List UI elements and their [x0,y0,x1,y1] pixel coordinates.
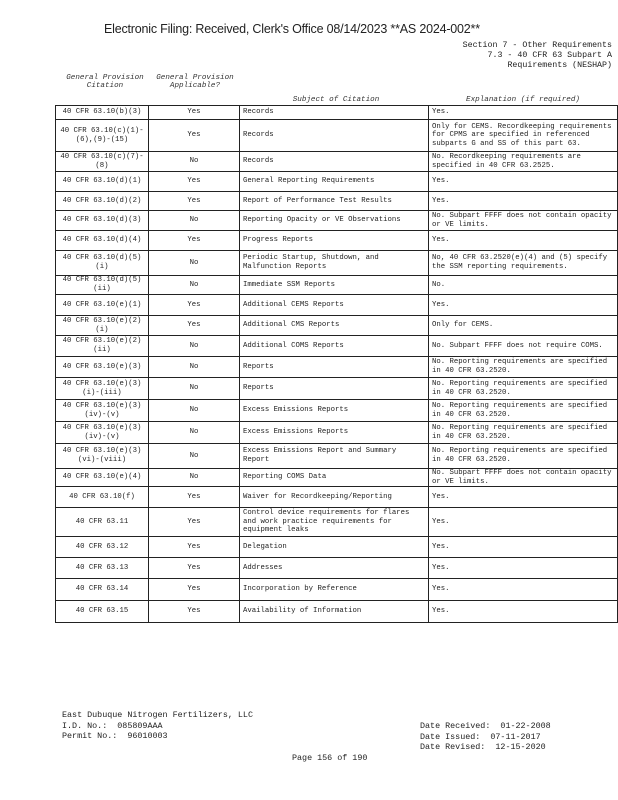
citation-cell: 40 CFR 63.10(e)(2)(i) [56,316,149,336]
citation-cell: 40 CFR 63.14 [56,579,149,601]
table-row [56,422,618,444]
header-subject: Subject of Citation [292,95,380,104]
explanation-cell: No, 40 CFR 63.2520(e)(4) and (5) specify the SSM reporting requirements. [429,251,618,276]
table-row [56,316,618,336]
subject-cell: Reports [240,357,429,378]
applicable-cell: No [149,357,240,378]
table-row [56,487,618,508]
citation-cell: 40 CFR 63.10(d)(1) [56,172,149,192]
applicable-cell: No [149,444,240,469]
applicable-cell: Yes [149,487,240,508]
explanation-cell: No. [429,276,618,295]
citation-cell: 40 CFR 63.10(e)(1) [56,295,149,316]
subject-cell: Delegation [240,537,429,558]
citation-cell: 40 CFR 63.10(d)(5)(ii) [56,276,149,295]
permit-dates [420,721,551,753]
citation-cell: 40 CFR 63.10(e)(4) [56,469,149,487]
applicable-cell: No [149,276,240,295]
header-explanation: Explanation (if required) [466,95,580,104]
citation-cell: 40 CFR 63.13 [56,558,149,579]
applicable-cell: Yes [149,558,240,579]
citation-cell: 40 CFR 63.10(b)(3) [56,106,149,120]
date-received: Date Received: 01-22-2008 [420,721,551,731]
subject-cell: Periodic Startup, Shutdown, and Malfunction Reports [240,251,429,276]
subject-cell: Excess Emissions Reports [240,422,429,444]
page-number: Page 156 of 190 [292,753,368,763]
citation-cell: 40 CFR 63.10(d)(4) [56,231,149,251]
table-row [56,251,618,276]
subject-cell: Control device requirements for flares and work practice requirements for equipment leaks [240,508,429,537]
explanation-cell: Yes. [429,106,618,120]
explanation-cell: No. Recordkeeping requirements are specified in 40 CFR 63.2525. [429,152,618,172]
applicable-cell: Yes [149,192,240,211]
explanation-cell: No. Reporting requirements are specified in 40 CFR 63.2520. [429,422,618,444]
explanation-cell: Yes. [429,487,618,508]
subject-cell: Availability of Information [240,601,429,623]
explanation-cell: No. Reporting requirements are specified in 40 CFR 63.2520. [429,444,618,469]
applicable-cell: Yes [149,120,240,152]
citation-cell: 40 CFR 63.10(d)(3) [56,211,149,231]
citation-cell: 40 CFR 63.12 [56,537,149,558]
table-row [56,295,618,316]
applicable-cell: Yes [149,601,240,623]
citation-cell: 40 CFR 63.10(e)(3)(vi)-(viii) [56,444,149,469]
table-row [56,152,618,172]
header-citation: General Provision Citation [66,74,144,91]
subject-cell: Reports [240,378,429,400]
applicable-cell: Yes [149,316,240,336]
facility-info [62,710,253,742]
citation-cell: 40 CFR 63.10(f) [56,487,149,508]
subject-cell: Records [240,106,429,120]
citation-cell: 40 CFR 63.11 [56,508,149,537]
explanation-cell: Yes. [429,579,618,601]
explanation-cell: Yes. [429,172,618,192]
applicable-cell: Yes [149,231,240,251]
citation-cell: 40 CFR 63.10(d)(5)(i) [56,251,149,276]
applicable-cell: No [149,152,240,172]
citation-cell: 40 CFR 63.10(c)(7)-(8) [56,152,149,172]
citation-cell: 40 CFR 63.10(c)(1)-(6),(9)-(15) [56,120,149,152]
table-row [56,276,618,295]
table-row [56,508,618,537]
section-line-1: Section 7 - Other Requirements [462,41,612,50]
table-row [56,579,618,601]
section-line-3: Requirements (NESHAP) [507,61,612,71]
explanation-cell: No. Subpart FFFF does not require COMS. [429,336,618,357]
table-row [56,231,618,251]
applicable-cell: Yes [149,106,240,120]
electronic-filing-banner: Electronic Filing: Received, Clerk's Office 08/14/2023 **AS 2024-002** [104,22,480,36]
applicable-cell: Yes [149,295,240,316]
explanation-cell: Yes. [429,537,618,558]
explanation-cell: No. Subpart FFFF does not contain opacity or VE limits. [429,211,618,231]
table-row [56,336,618,357]
header-applicable: General Provision Applicable? [156,74,234,91]
citation-cell: 40 CFR 63.10(e)(3)(i)-(iii) [56,378,149,400]
explanation-cell: No. Subpart FFFF does not contain opacity or VE limits. [429,469,618,487]
subject-cell: Progress Reports [240,231,429,251]
subject-cell: Excess Emissions Reports [240,400,429,422]
explanation-cell: Yes. [429,508,618,537]
applicable-cell: Yes [149,579,240,601]
section-line-2: 7.3 - 40 CFR 63 Subpart A [487,51,612,61]
table-header [58,74,616,105]
subject-cell: Immediate SSM Reports [240,276,429,295]
date-revised: Date Revised: 12-15-2020 [420,742,546,752]
table-row [56,400,618,422]
citation-cell: 40 CFR 63.10(e)(2)(ii) [56,336,149,357]
applicable-cell: No [149,400,240,422]
table-row [56,558,618,579]
subject-cell: Reporting Opacity or VE Observations [240,211,429,231]
subject-cell: Waiver for Recordkeeping/Reporting [240,487,429,508]
subject-cell: Report of Performance Test Results [240,192,429,211]
subject-cell: Excess Emissions Report and Summary Report [240,444,429,469]
requirements-table [55,105,618,623]
citation-cell: 40 CFR 63.10(e)(3) [56,357,149,378]
applicable-cell: No [149,422,240,444]
applicable-cell: No [149,378,240,400]
table-row [56,120,618,152]
citation-cell: 40 CFR 63.15 [56,601,149,623]
section-header [463,41,612,72]
explanation-cell: No. Reporting requirements are specified in 40 CFR 63.2520. [429,357,618,378]
explanation-cell: Yes. [429,558,618,579]
subject-cell: Reporting COMS Data [240,469,429,487]
subject-cell: Addresses [240,558,429,579]
permit-number: Permit No.: 96010003 [62,731,168,741]
table-row [56,172,618,192]
explanation-cell: Only for CEMS. [429,316,618,336]
applicable-cell: Yes [149,537,240,558]
applicable-cell: Yes [149,508,240,537]
citation-cell: 40 CFR 63.10(e)(3)(iv)-(v) [56,400,149,422]
applicable-cell: No [149,211,240,231]
applicable-cell: Yes [149,172,240,192]
subject-cell: Incorporation by Reference [240,579,429,601]
subject-cell: Additional CEMS Reports [240,295,429,316]
table-row [56,192,618,211]
table-row [56,211,618,231]
table-row [56,469,618,487]
explanation-cell: Only for CEMS. Recordkeeping requirements for CPMS are specified in referenced subparts G and SS of this part 63. [429,120,618,152]
applicable-cell: No [149,251,240,276]
explanation-cell: Yes. [429,601,618,623]
explanation-cell: No. Reporting requirements are specified in 40 CFR 63.2520. [429,378,618,400]
subject-cell: Additional COMS Reports [240,336,429,357]
applicable-cell: No [149,469,240,487]
id-number: I.D. No.: 085809AAA [62,720,163,731]
explanation-cell: No. Reporting requirements are specified in 40 CFR 63.2520. [429,400,618,422]
table-row [56,601,618,623]
explanation-cell: Yes. [429,295,618,316]
citation-cell: 40 CFR 63.10(d)(2) [56,192,149,211]
table-row [56,106,618,120]
citation-cell: 40 CFR 63.10(e)(3)(iv)-(v) [56,422,149,444]
table-row [56,378,618,400]
date-issued: Date Issued: 07-11-2017 [420,731,541,742]
table-row [56,444,618,469]
subject-cell: General Reporting Requirements [240,172,429,192]
subject-cell: Records [240,152,429,172]
company-name: East Dubuque Nitrogen Fertilizers, LLC [62,710,253,720]
subject-cell: Records [240,120,429,152]
table-row [56,357,618,378]
explanation-cell: Yes. [429,231,618,251]
explanation-cell: Yes. [429,192,618,211]
table-row [56,537,618,558]
subject-cell: Additional CMS Reports [240,316,429,336]
applicable-cell: No [149,336,240,357]
